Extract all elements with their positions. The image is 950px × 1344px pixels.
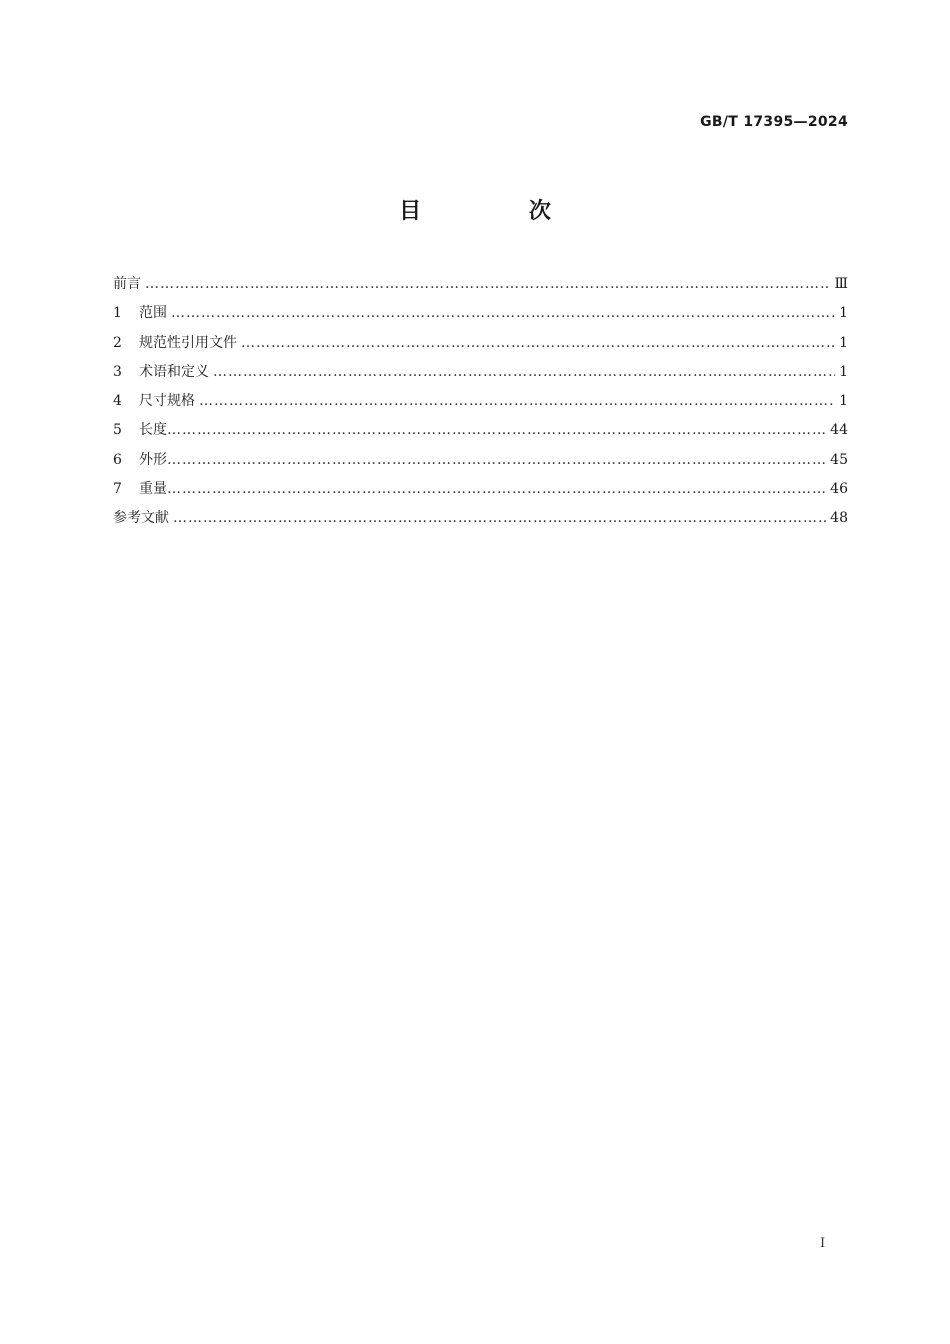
toc-entry-terms-definitions[interactable]: [113, 358, 848, 387]
toc-entry-shape[interactable]: [113, 446, 848, 475]
toc-page-number: 1: [839, 305, 848, 322]
toc-entry-weight[interactable]: [113, 475, 848, 504]
toc-page-number: 45: [830, 451, 848, 468]
toc-dot-leader: [199, 387, 835, 416]
toc-dot-leader: [167, 475, 826, 504]
toc-section-number: 2: [113, 334, 122, 351]
toc-section-number: 4: [113, 393, 122, 410]
toc-entry-label: 外形: [139, 451, 167, 468]
toc-page-number: 46: [830, 481, 848, 498]
table-of-contents: [113, 270, 848, 534]
toc-page-number: 1: [839, 334, 848, 351]
toc-dot-leader: [171, 299, 835, 328]
toc-section-number: 3: [113, 363, 122, 380]
toc-dot-leader: [167, 416, 826, 445]
toc-entry-foreword[interactable]: [113, 270, 848, 299]
toc-entry-scope[interactable]: [113, 299, 848, 328]
toc-entry-label: 长度: [139, 422, 167, 439]
toc-entry-label: 尺寸规格: [139, 393, 195, 410]
toc-entry-label: 术语和定义: [139, 363, 209, 380]
toc-section-number: 6: [113, 451, 122, 468]
toc-entry-normative-references[interactable]: [113, 329, 848, 358]
toc-page-number: 1: [839, 363, 848, 380]
toc-entry-label: 前言: [113, 276, 141, 292]
toc-dot-leader: [173, 504, 826, 533]
standard-number: GB/T 17395—2024: [700, 114, 848, 130]
toc-entry-label: 重量: [139, 481, 167, 498]
toc-section-number: 1: [113, 305, 122, 322]
toc-page-number: 44: [830, 422, 848, 439]
toc-dot-leader: [241, 329, 835, 358]
toc-dot-leader: [213, 358, 835, 387]
toc-page-number: 48: [830, 510, 848, 527]
toc-entry-label: 规范性引用文件: [139, 334, 237, 351]
toc-entry-dimensions[interactable]: [113, 387, 848, 416]
toc-section-number: 7: [113, 481, 122, 498]
toc-entry-length[interactable]: [113, 416, 848, 445]
toc-dot-leader: [145, 270, 830, 299]
toc-entry-bibliography[interactable]: [113, 504, 848, 533]
toc-page-number: Ⅲ: [834, 276, 848, 292]
toc-dot-leader: [167, 446, 826, 475]
toc-page-number: 1: [839, 393, 848, 410]
toc-entry-label: 范围: [139, 305, 167, 322]
toc-entry-label: 参考文献: [113, 510, 169, 527]
toc-section-number: 5: [113, 422, 122, 439]
page-title: 目 次: [399, 199, 601, 224]
page-number-footer: I: [820, 1236, 826, 1251]
